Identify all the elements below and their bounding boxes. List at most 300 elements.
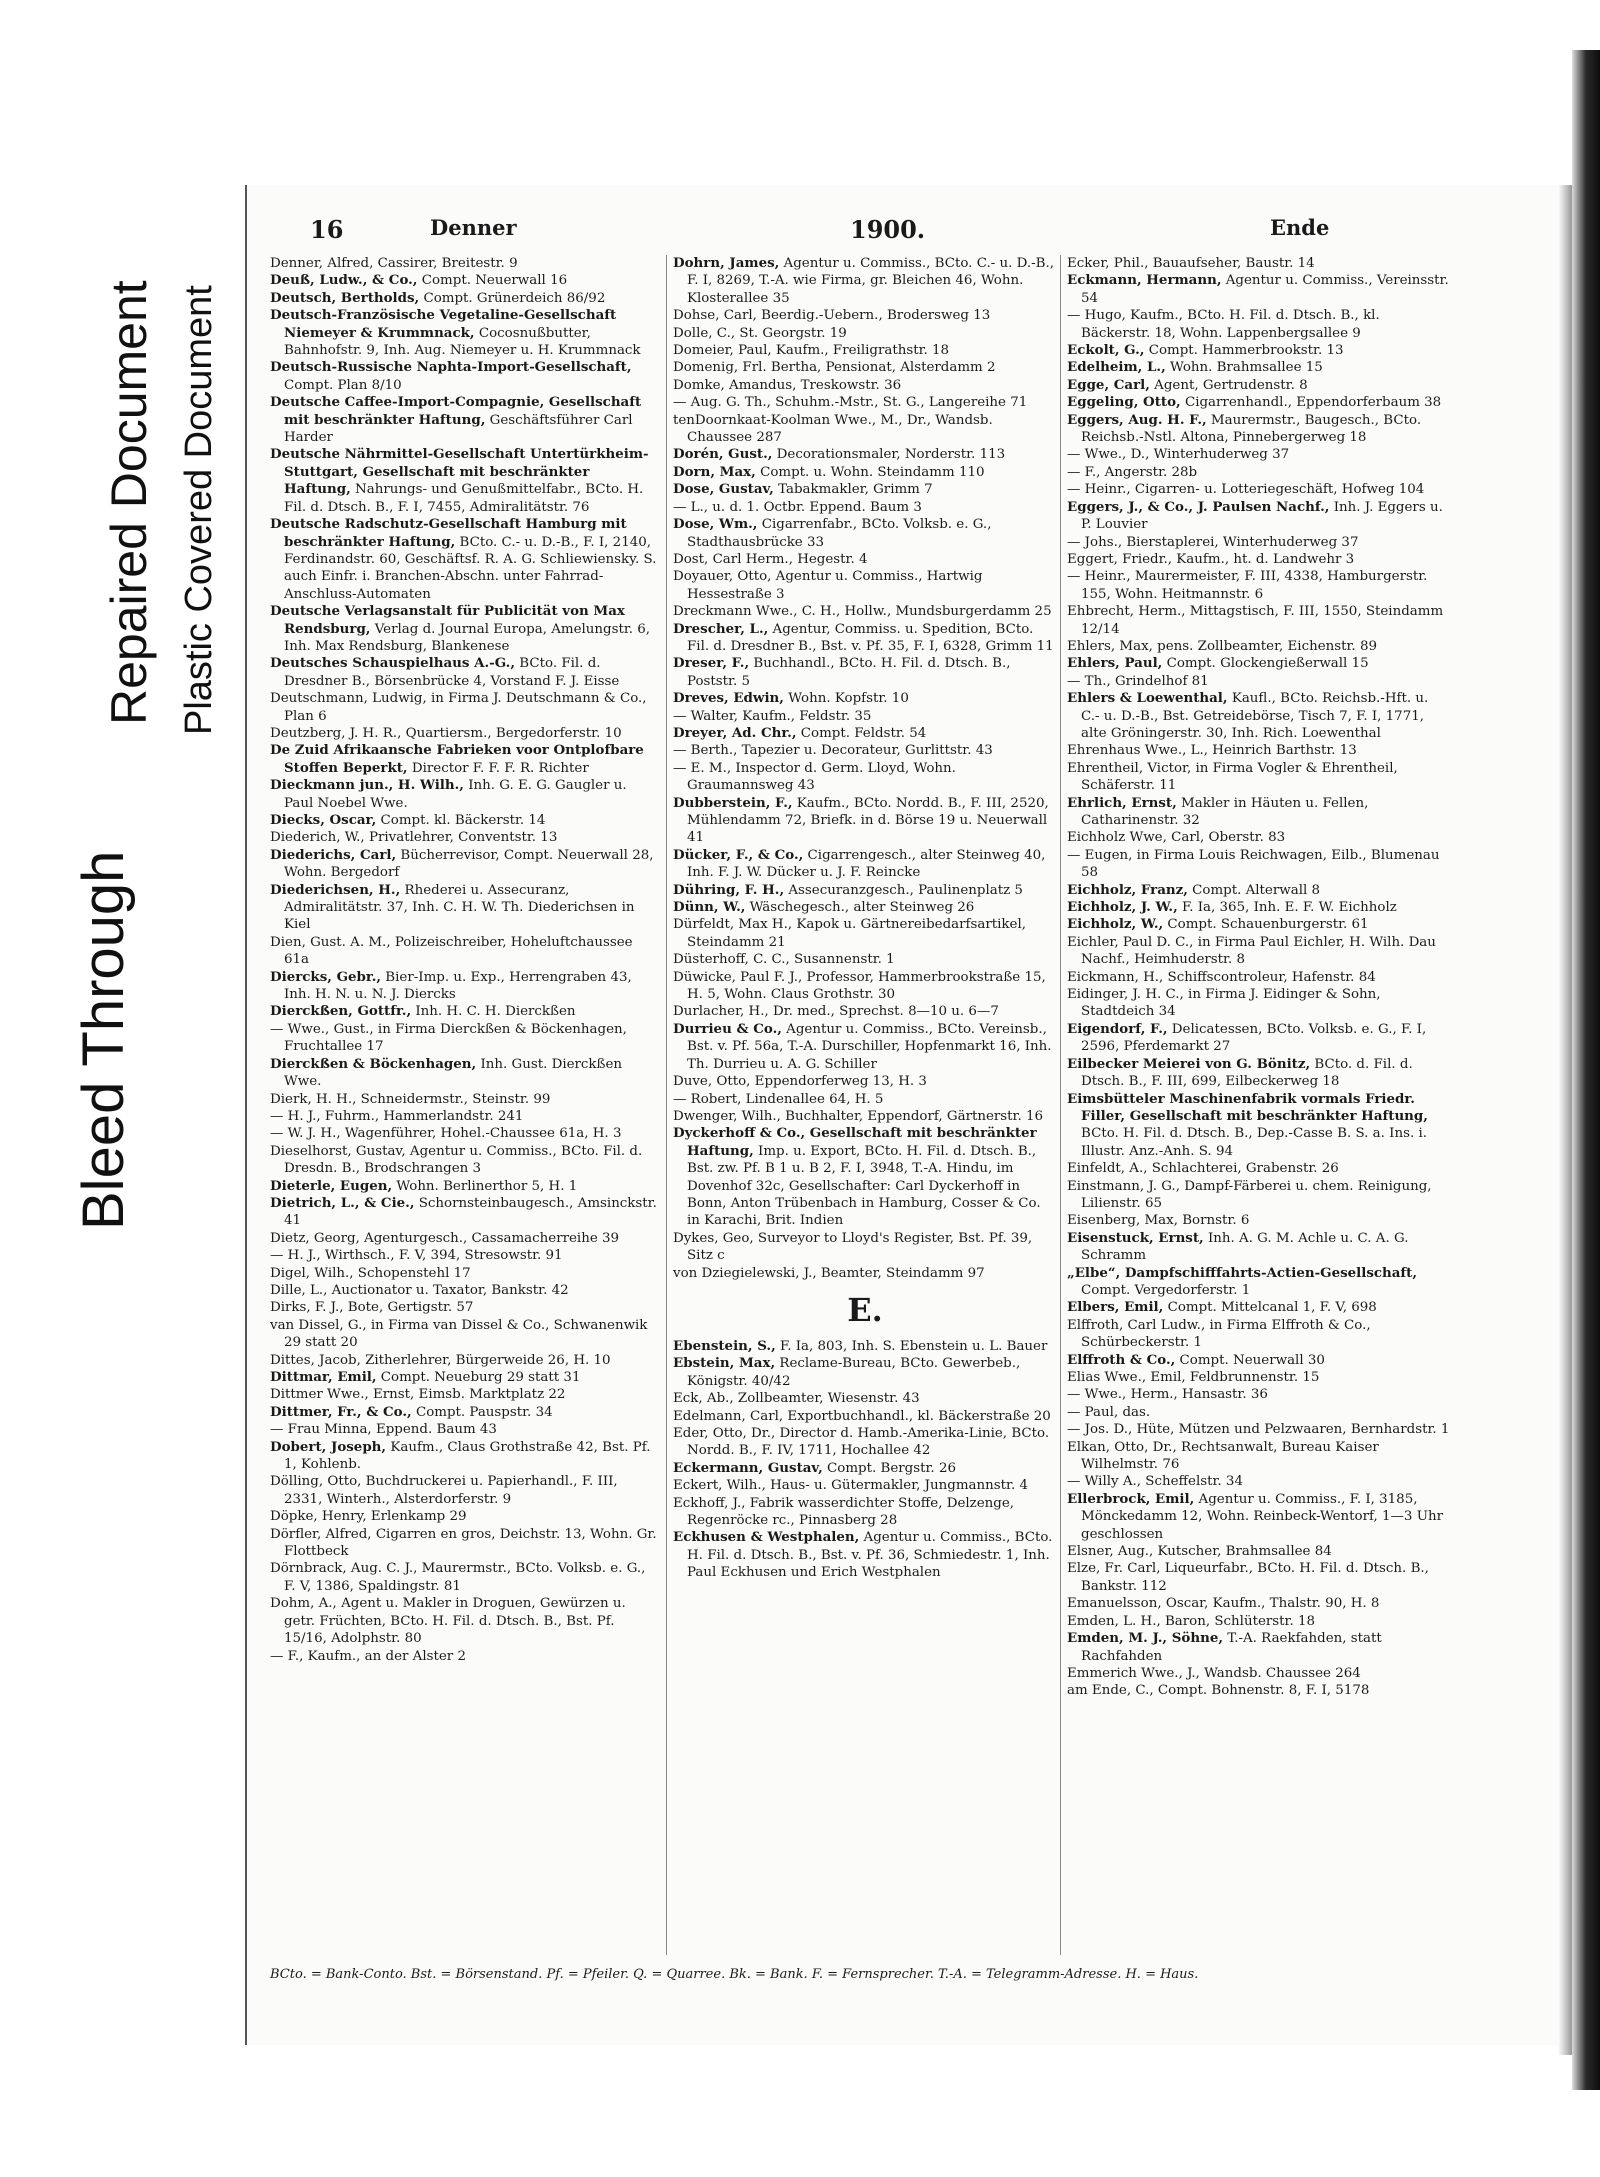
directory-entry: [270, 1560, 660, 1595]
entry-details: Emden, L. H., Baron, Schlüterstr. 18: [1067, 1613, 1316, 1629]
entry-details: Nahrungs- und Genußmittelfabr., BCto. H. Fil. d. Dtsch. B., F. I, 7455, Admiralitätstr. 76: [284, 482, 644, 515]
directory-entry: [673, 1338, 1057, 1355]
entry-name: Dyckerhoff & Co., Gesellschaft mit beschränkter Haftung,: [673, 1125, 1037, 1159]
directory-entry: [270, 1299, 660, 1316]
entry-details: Dittes, Jacob, Zitherlehrer, Bürgerweide 26, H. 10: [270, 1352, 611, 1368]
entry-details: F. Ia, 365, Inh. E. F. W. Eichholz: [1177, 900, 1397, 916]
entry-name: Eichholz, J. W.,: [1067, 899, 1178, 916]
directory-entry: [673, 1230, 1057, 1265]
directory-entry: [1067, 1665, 1451, 1682]
entry-details: — Jos. D., Hüte, Mützen und Pelzwaaren, Bernhardstr. 1: [1067, 1422, 1450, 1438]
directory-entry: [673, 551, 1057, 568]
entry-details: BCto. H. Fil. d. Dtsch. B., Dep.-Casse B. S. a. Ins. i. Illustr. Anz.-Anh. S. 94: [1081, 1126, 1427, 1159]
entry-details: Düsterhoff, C. C., Susannenstr. 1: [673, 952, 895, 968]
entry-name: Dorén, Gust.,: [673, 446, 773, 463]
entry-details: Kaufm., Claus Grothstraße 42, Bst. Pf. 1, Kohlenb.: [284, 1439, 651, 1473]
entry-details: Agentur, Commiss. u. Spedition, BCto. Fil. d. Dresdner B., Bst. v. Pf. 35, F. I, 6328, Grimm 11: [687, 621, 1054, 654]
directory-entry: [270, 1021, 660, 1056]
entry-details: Compt. Mittelcanal 1, F. V, 698: [1163, 1300, 1377, 1316]
directory-entry: [1067, 1439, 1451, 1474]
binding-shadow: [1558, 185, 1572, 2055]
directory-entry: [1067, 272, 1451, 307]
directory-entry: [673, 899, 1057, 916]
directory-entry: [1067, 307, 1451, 342]
directory-entry: [1067, 760, 1451, 795]
entry-name: Eckhusen & Westphalen,: [673, 1529, 860, 1546]
entry-name: Eggers, Aug. H. F.,: [1067, 411, 1207, 428]
directory-page: [270, 215, 1455, 1995]
entry-details: Inh. H. C. H. Dierckßen: [411, 1004, 576, 1020]
entry-details: Compt. Neuerwall 30: [1175, 1352, 1325, 1368]
entry-name: Deutsch, Bertholds,: [270, 289, 420, 306]
entry-details: — Aug. G. Th., Schuhm.-Mstr., St. G., Langereihe 71: [673, 395, 1028, 411]
directory-entry: [270, 1369, 660, 1386]
entry-name: Dühring, F. H.,: [673, 881, 785, 898]
entry-details: Dien, Gust. A. M., Polizeischreiber, Hoheluftchaussee 61a: [270, 934, 633, 968]
directory-entry: [1067, 655, 1451, 672]
entry-details: Dille, L., Auctionator u. Taxator, Bankstr. 42: [270, 1282, 569, 1298]
entry-details: tenDoornkaat-Koolman Wwe., M., Dr., Wandsb. Chaussee 287: [673, 412, 993, 446]
directory-entry: [673, 342, 1057, 359]
directory-entry: [1067, 481, 1451, 498]
directory-entry: [1067, 829, 1451, 846]
entry-name: Eigendorf, F.,: [1067, 1020, 1168, 1037]
directory-entry: [673, 951, 1057, 968]
entry-details: Dykes, Geo, Surveyor to Lloyd's Register, Bst. Pf. 39, Sitz c: [673, 1230, 1033, 1264]
entry-details: Compt. Pauspstr. 34: [411, 1404, 553, 1420]
entry-details: Dierk, H. H., Schneidermstr., Steinstr. 99: [270, 1091, 551, 1107]
directory-entry: [270, 1386, 660, 1403]
directory-entry: [1067, 446, 1451, 463]
entry-name: Dreser, F.,: [673, 655, 750, 672]
entry-details: Deutschmann, Ludwig, in Firma J. Deutschmann & Co., Plan 6: [270, 691, 647, 724]
entry-details: Wohn. Kopfstr. 10: [783, 691, 909, 707]
entry-details: Ehbrecht, Herm., Mittagstisch, F. III, 1550, Steindamm 12/14: [1067, 604, 1444, 637]
entry-details: Ehlers, Max, pens. Zollbeamter, Eichenstr. 89: [1067, 638, 1377, 654]
entry-name: Eckolt, G.,: [1067, 342, 1145, 359]
entry-name: Dreves, Edwin,: [673, 690, 784, 707]
entry-details: Dittmer Wwe., Ernst, Eimsb. Marktplatz 22: [270, 1387, 566, 1403]
entry-name: Eilbecker Meierei von G. Bönitz,: [1067, 1055, 1311, 1072]
directory-entry: [1067, 690, 1451, 742]
entry-details: Compt. Grünerdeich 86/92: [419, 290, 606, 306]
entry-details: Wohn. Brahmsallee 15: [1165, 360, 1323, 376]
entry-details: Duve, Otto, Eppendorferweg 13, H. 3: [673, 1074, 927, 1090]
directory-entry: [673, 325, 1057, 342]
repaired-document-label: Repaired Document: [101, 280, 157, 725]
entry-details: Delicatessen, BCto. Volksb. e. G., F. I, 2596, Pferdemarkt 27: [1081, 1021, 1427, 1055]
entry-name: Eckmann, Hermann,: [1067, 272, 1222, 289]
directory-entry: [270, 934, 660, 969]
entry-details: — Wwe., Gust., in Firma Dierckßen & Böckenhagen, Fruchtallee 17: [270, 1021, 627, 1055]
entry-details: Makler in Häuten u. Fellen, Catharinenstr. 32: [1081, 795, 1369, 828]
entry-name: Dohrn, James,: [673, 255, 780, 271]
entry-details: Einfeldt, A., Schlachterei, Grabenstr. 26: [1067, 1161, 1339, 1177]
directory-entry: [1067, 1317, 1451, 1352]
entry-details: Dohm, A., Agent u. Makler in Droguen, Gewürzen u. getr. Früchten, BCto. H. Fil. d. Dtsch. B., Bst. Pf. 15/16, Adolphstr. 80: [270, 1596, 626, 1647]
directory-entry: [673, 1460, 1057, 1477]
directory-entry: [270, 1178, 660, 1195]
directory-entry: [673, 464, 1057, 481]
entry-details: — Eugen, in Firma Louis Reichwagen, Eilb., Blumenau 58: [1067, 847, 1440, 881]
directory-entry: [1067, 551, 1451, 568]
entry-details: Inh. Gust. Dierckßen Wwe.: [284, 1056, 623, 1090]
directory-entry: [270, 1195, 660, 1230]
entry-details: Kaufl., BCto. Reichsb.-Hft. u. C.- u. D.-B., Bst. Getreidebörse, Tisch 7, F. I, 1771, alte Gröningerstr. 30, Inh. Rich. Loewenthal: [1081, 691, 1429, 741]
directory-entry: [270, 255, 660, 272]
directory-entry: [1067, 742, 1451, 759]
entry-details: BCto. d. Fil. d. Dtsch. B., F. III, 699, Eilbeckerweg 18: [1081, 1056, 1413, 1090]
directory-entry: [673, 377, 1057, 394]
entry-details: — Wwe., Herm., Hansastr. 36: [1067, 1387, 1268, 1403]
entry-details: Dolle, C., St. Georgstr. 19: [673, 325, 847, 341]
entry-details: Dohse, Carl, Beerdig.-Uebern., Brodersweg 13: [673, 308, 991, 324]
entry-name: Deutsche Nährmittel-Gesellschaft Untertürkheim-Stuttgart, Gesellschaft mit beschränkter Haftung,: [270, 446, 649, 498]
directory-entry: [673, 795, 1057, 847]
directory-entry: [1067, 1543, 1451, 1560]
entry-details: Dreckmann Wwe., C. H., Hollw., Mundsburgerdamm 25: [673, 604, 1052, 620]
entry-details: Kaufm., BCto. Nordd. B., F. III, 2520, Mühlendamm 72, Briefk. in d. Börse 19 u. Neuerwall 41: [687, 795, 1049, 846]
header-year: 1900.: [850, 215, 926, 244]
directory-entry: [673, 1108, 1057, 1125]
entry-details: Wohn. Berlinerthor 5, H. 1: [392, 1178, 578, 1194]
entry-name: Deuß, Ludw., & Co.,: [270, 272, 418, 289]
header-left-word: Denner: [430, 215, 517, 240]
entry-name: Dose, Wm.,: [673, 516, 758, 533]
directory-entry: [1067, 638, 1451, 655]
abbreviation-legend: BCto. = Bank-Conto. Bst. = Börsenstand. Pf. = Pfeiler. Q. = Quarree. Bk. = Bank. F. = Fernsprecher. T.-A. = Telegramm-Adresse. H. = Haus.: [270, 1967, 1199, 1982]
directory-entry: [1067, 1491, 1451, 1543]
directory-entry: [270, 847, 660, 882]
entry-details: — H. J., Wirthsch., F. V, 394, Stresowstr. 91: [270, 1248, 563, 1264]
entry-details: Digel, Wilh., Schopenstehl 17: [270, 1265, 471, 1281]
entry-details: Doyauer, Otto, Agentur u. Commiss., Hartwig Hessestraße 3: [673, 569, 983, 602]
entry-name: Ehlers & Loewenthal,: [1067, 690, 1228, 707]
directory-entry: [1067, 1160, 1451, 1177]
entry-name: Deutsch-Russische Naphta-Import-Gesellschaft,: [270, 359, 632, 376]
entry-details: — Walter, Kaufm., Feldstr. 35: [673, 708, 872, 724]
entry-details: Maurermstr., Baugesch., BCto. Reichsb.-Nstl. Altona, Pinnebergerweg 18: [1081, 412, 1422, 446]
entry-name: Eggeling, Otto,: [1067, 394, 1181, 411]
entry-details: Düwicke, Paul F. J., Professor, Hammerbrookstraße 15, H. 5, Wohn. Claus Grothstr. 30: [673, 969, 1046, 1003]
entry-details: Eichholz Wwe, Carl, Oberstr. 83: [1067, 830, 1286, 846]
directory-entry: [1067, 673, 1451, 690]
directory-entry: [1067, 412, 1451, 447]
directory-entry: [1067, 1560, 1451, 1595]
entry-details: Denner, Alfred, Cassirer, Breitestr. 9: [270, 256, 518, 271]
entry-name: Diercks, Gebr.,: [270, 968, 382, 985]
entry-name: Dierckßen, Gottfr.,: [270, 1003, 412, 1020]
entry-details: Domeier, Paul, Kaufm., Freiligrathstr. 18: [673, 343, 950, 359]
directory-entry: [270, 1282, 660, 1299]
directory-entry: [673, 760, 1057, 795]
directory-entry: [1067, 969, 1451, 986]
entry-details: — Berth., Tapezier u. Decorateur, Gurlittstr. 43: [673, 743, 993, 759]
directory-entry: [1067, 1091, 1451, 1161]
entry-details: Ecker, Phil., Bauaufseher, Baustr. 14: [1067, 256, 1315, 271]
entry-details: Agentur u. Commiss., BCto. Vereinsb., Bst. v. Pf. 56a, T.-A. Durschiller, Hopfenmarkt 16, Inh. Th. Durrieu u. A. G. Schiller: [687, 1021, 1052, 1072]
directory-entry: [1067, 534, 1451, 551]
entry-name: Dücker, F., & Co.,: [673, 846, 804, 863]
entry-details: Diederich, W., Privatlehrer, Conventstr. 13: [270, 830, 558, 846]
directory-entry: [270, 359, 660, 394]
entry-details: — Th., Grindelhof 81: [1067, 673, 1209, 689]
directory-entry: [673, 742, 1057, 759]
entry-details: van Dissel, G., in Firma van Dissel & Co., Schwanenwik 29 statt 20: [270, 1317, 648, 1351]
entry-name: Elffroth & Co.,: [1067, 1351, 1176, 1368]
entry-details: Agentur u. Commiss., F. I, 3185, Mönckedamm 12, Wohn. Reinbeck-Wentorf, 1—3 Uhr geschlossen: [1081, 1491, 1444, 1542]
directory-entry: [673, 481, 1057, 498]
entry-details: F. Ia, 803, Inh. S. Ebenstein u. L. Bauer: [775, 1338, 1048, 1354]
directory-entry: [1067, 377, 1451, 394]
directory-entry: [673, 1529, 1057, 1581]
entry-details: Domke, Amandus, Treskowstr. 36: [673, 377, 902, 393]
section-letter-heading: E.: [847, 1290, 883, 1329]
entry-details: Eckert, Wilh., Haus- u. Gütermakler, Jungmannstr. 4: [673, 1478, 1028, 1494]
directory-entry: [270, 394, 660, 446]
directory-entry: [270, 1317, 660, 1352]
directory-columns: [270, 255, 1455, 1955]
entry-name: Deutsches Schauspielhaus A.-G.,: [270, 655, 516, 672]
entry-name: Eggers, J., & Co., J. Paulsen Nachf.,: [1067, 498, 1330, 515]
directory-entry: [1067, 359, 1451, 376]
directory-entry: [270, 1508, 660, 1525]
directory-entry: [270, 742, 660, 777]
entry-details: Eichler, Paul D. C., in Firma Paul Eichler, H. Wilh. Dau Nachf., Heimhuderstr. 8: [1067, 934, 1436, 968]
entry-details: Buchhandl., BCto. H. Fil. d. Dtsch. B., Poststr. 5: [687, 656, 1011, 689]
directory-entry: [270, 1265, 660, 1282]
directory-entry: [270, 725, 660, 742]
directory-entry: [270, 1056, 660, 1091]
directory-entry: [1067, 1178, 1451, 1213]
entry-name: Eimsbütteler Maschinenfabrik vormals Friedr. Filler, Gesellschaft mit beschränkter Haftung,: [1067, 1090, 1428, 1124]
directory-entry: [1067, 899, 1451, 916]
entry-details: Cigarrenfabr., BCto. Volksb. e. G., Stadthausbrücke 33: [687, 517, 992, 550]
plastic-covered-label: Plastic Covered Document: [178, 285, 220, 735]
directory-entry: [673, 1073, 1057, 1090]
entry-name: Dieterle, Eugen,: [270, 1177, 393, 1194]
directory-entry: [270, 1595, 660, 1647]
entry-name: Emden, M. J., Söhne,: [1067, 1630, 1223, 1647]
entry-details: Agent, Gertrudenstr. 8: [1149, 377, 1308, 393]
entry-details: Decorationsmaler, Norderstr. 113: [772, 447, 1006, 463]
entry-name: Dietrich, L., & Cie.,: [270, 1194, 415, 1211]
entry-details: — Paul, das.: [1067, 1404, 1151, 1420]
directory-entry: [1067, 255, 1451, 272]
header-right-word: Ende: [1270, 215, 1330, 240]
entry-details: Einstmann, J. G., Dampf-Färberei u. chem. Reinigung, Lilienstr. 65: [1067, 1178, 1432, 1211]
directory-entry: [1067, 342, 1451, 359]
directory-entry: [673, 516, 1057, 551]
directory-entry: [673, 446, 1057, 463]
entry-name: Dose, Gustav,: [673, 481, 774, 498]
entry-details: Schornsteinbaugesch., Amsinckstr. 41: [284, 1195, 657, 1229]
entry-details: Elkan, Otto, Dr., Rechtsanwalt, Bureau Kaiser Wilhelmstr. 76: [1067, 1439, 1379, 1473]
directory-entry: [270, 446, 660, 516]
directory-entry: [673, 394, 1057, 411]
entry-name: Deutsche Caffee-Import-Compagnie, Gesellschaft mit beschränkter Haftung,: [270, 394, 642, 428]
entry-details: Compt. Bergstr. 26: [822, 1460, 956, 1476]
directory-entry: [673, 1477, 1057, 1494]
directory-entry: [270, 1439, 660, 1474]
directory-entry: [1067, 1473, 1451, 1490]
directory-entry: [673, 1408, 1057, 1425]
entry-details: — Willy A., Scheffelstr. 34: [1067, 1474, 1243, 1490]
directory-entry: [1067, 1056, 1451, 1091]
entry-name: Eichholz, W.,: [1067, 916, 1164, 933]
entry-details: Verlag d. Journal Europa, Amelungstr. 6, Inh. Max Rendsburg, Blankenese: [284, 621, 651, 654]
entry-details: Eckhoff, J., Fabrik wasserdichter Stoffe, Delzenge, Regenröcke rc., Pinnasberg 28: [673, 1495, 1015, 1529]
entry-name: Dierckßen & Böckenhagen,: [270, 1055, 477, 1072]
directory-entry: [673, 655, 1057, 690]
directory-entry: [1067, 1352, 1451, 1369]
directory-entry: [1067, 847, 1451, 882]
entry-details: Edelmann, Carl, Exportbuchhandl., kl. Bäckerstraße 20: [673, 1408, 1051, 1424]
directory-entry: [270, 1003, 660, 1020]
directory-entry: [1067, 499, 1451, 534]
entry-details: Elias Wwe., Emil, Feldbrunnenstr. 15: [1067, 1370, 1320, 1385]
entry-details: Compt. Schauenburgerstr. 61: [1163, 917, 1369, 933]
entry-details: — Hugo, Kaufm., BCto. H. Fil. d. Dtsch. B., kl. Bäckerstr. 18, Wohn. Lappenbergsallee 9: [1067, 308, 1380, 341]
entry-details: Tabakmakler, Grimm 7: [773, 482, 933, 498]
directory-entry: [270, 882, 660, 934]
entry-details: Emmerich Wwe., J., Wandsb. Chaussee 264: [1067, 1665, 1361, 1681]
directory-entry: [1067, 603, 1451, 638]
directory-entry: [673, 1495, 1057, 1530]
directory-entry: [673, 916, 1057, 951]
column-1: [270, 255, 660, 1955]
directory-entry: [1067, 1021, 1451, 1056]
entry-name: Dittmar, Emil,: [270, 1369, 377, 1385]
directory-entry: [270, 1404, 660, 1421]
directory-entry: [270, 829, 660, 846]
entry-details: Cigarrenhandl., Eppendorferbaum 38: [1180, 395, 1442, 411]
directory-entry: [673, 1355, 1057, 1390]
entry-details: — H. J., Fuhrm., Hammerlandstr. 241: [270, 1108, 524, 1124]
directory-entry: [673, 255, 1057, 307]
directory-entry: [673, 412, 1057, 447]
entry-name: Dobert, Joseph,: [270, 1438, 387, 1455]
entry-details: Compt. u. Wohn. Steindamm 110: [755, 464, 985, 480]
entry-details: Compt. Neuerwall 16: [417, 273, 568, 289]
entry-details: Elsner, Aug., Kutscher, Brahmsallee 84: [1067, 1544, 1332, 1560]
directory-entry: [270, 290, 660, 307]
directory-entry: [270, 516, 660, 603]
entry-details: Imp. u. Export, BCto. H. Fil. d. Dtsch. B., Bst. zw. Pf. B 1 u. B 2, F. I, 3948, T.-A. Hindu, im Dovenhof 32c, Gesellschafter: Carl Dyckerhoff in Bonn, Anton Trübenbach in Hamburg, Cosser & Co. in Karachi, Brit. Indien: [687, 1143, 1041, 1229]
directory-entry: [270, 1648, 660, 1665]
directory-entry: [1067, 1404, 1451, 1421]
entry-name: Dreyer, Ad. Chr.,: [673, 724, 797, 741]
entry-details: Eck, Ab., Zollbeamter, Wiesenstr. 43: [673, 1391, 920, 1407]
entry-details: Dörnbrack, Aug. C. J., Maurermstr., BCto. Volksb. e. G., F. V, 1386, Spaldingstr. 81: [270, 1561, 646, 1594]
entry-name: Deutsch-Französische Vegetaline-Gesellschaft Niemeyer & Krummnack,: [270, 307, 617, 341]
directory-entry: [673, 1390, 1057, 1407]
entry-details: — Wwe., D., Winterhuderweg 37: [1067, 447, 1290, 463]
entry-details: Compt. Neueburg 29 statt 31: [376, 1370, 581, 1385]
directory-entry: [270, 1526, 660, 1561]
column-2: [666, 255, 1057, 1955]
directory-entry: [673, 359, 1057, 376]
entry-name: De Zuid Afrikaansche Fabrieken voor Ontplofbare Stoffen Beperkt,: [270, 742, 644, 776]
directory-entry: [673, 969, 1057, 1004]
directory-entry: [673, 725, 1057, 742]
entry-details: BCto. C.- u. D.-B., F. I, 2140, Ferdinandstr. 60, Geschäftsf. R. A. G. Schliewiensky. S. auch Einfr. i. Branchen-Abschn. unter Fahrrad-Anschluss-Automaten: [284, 534, 657, 602]
directory-entry: [1067, 986, 1451, 1021]
directory-entry: [673, 621, 1057, 656]
directory-entry: [1067, 916, 1451, 933]
entry-details: Elffroth, Carl Ludw., in Firma Elffroth & Co., Schürbeckerstr. 1: [1067, 1317, 1371, 1351]
entry-name: Dünn, W.,: [673, 899, 746, 916]
directory-entry: [270, 1143, 660, 1178]
directory-entry: [270, 690, 660, 725]
entry-details: Compt. Plan 8/10: [284, 377, 402, 393]
entry-details: Elze, Fr. Carl, Liqueurfabr., BCto. H. Fil. d. Dtsch. B., Bankstr. 112: [1067, 1561, 1429, 1594]
entry-details: am Ende, C., Compt. Bohnenstr. 8, F. I, 5178: [1067, 1683, 1370, 1699]
entry-name: Durrieu & Co.,: [673, 1020, 782, 1037]
directory-entry: [270, 655, 660, 690]
entry-details: von Dziegielewski, J., Beamter, Steindamm 97: [673, 1265, 985, 1281]
directory-entry: [1067, 568, 1451, 603]
entry-details: — Heinr., Maurermeister, F. III, 4338, Hamburgerstr. 155, Wohn. Heitmannstr. 6: [1067, 569, 1428, 602]
directory-entry: [270, 969, 660, 1004]
entry-name: Ehlers, Paul,: [1067, 655, 1163, 672]
entry-details: Bier-Imp. u. Exp., Herrengraben 43, Inh. H. N. u. N. J. Diercks: [284, 969, 632, 1003]
entry-name: Dorn, Max,: [673, 463, 756, 480]
entry-details: Bücherrevisor, Compt. Neuerwall 28, Wohn. Bergedorf: [284, 847, 654, 881]
directory-entry: [673, 1091, 1057, 1108]
entry-details: Emanuelsson, Oscar, Kaufm., Thalstr. 90, H. 8: [1067, 1596, 1380, 1612]
entry-details: Eisenberg, Max, Bornstr. 6: [1067, 1213, 1250, 1229]
directory-entry: [270, 307, 660, 359]
directory-entry: [270, 1421, 660, 1438]
entry-details: Compt. Feldstr. 54: [796, 725, 927, 741]
directory-entry: [1067, 1386, 1451, 1403]
directory-entry: [270, 1230, 660, 1247]
entry-details: — F., Kaufm., an der Alster 2: [270, 1648, 466, 1664]
directory-entry: [270, 1125, 660, 1142]
entry-details: Inh. A. G. M. Achle u. C. A. G. Schramm: [1081, 1230, 1409, 1264]
entry-details: Inh. G. E. G. Gaugler u. Paul Noebel Wwe.: [284, 778, 627, 811]
entry-details: Rhederei u. Assecuranz, Admiralitätstr. 37, Inh. C. H. W. Th. Diederichsen in Kiel: [284, 882, 635, 933]
entry-details: Eidinger, J. H. C., in Firma J. Eidinger & Sohn, Stadtdeich 34: [1067, 987, 1381, 1020]
directory-entry: [270, 1108, 660, 1125]
directory-entry: [1067, 1299, 1451, 1316]
directory-entry: [673, 568, 1057, 603]
entry-details: Deutzberg, J. H. R., Quartiersm., Bergedorferstr. 10: [270, 725, 622, 741]
page-number: 16: [310, 215, 344, 244]
entry-details: Dirks, F. J., Bote, Gertigstr. 57: [270, 1300, 474, 1316]
entry-details: Assecuranzgesch., Paulinenplatz 5: [784, 882, 1023, 898]
entry-name: Ebstein, Max,: [673, 1355, 776, 1372]
directory-entry: [270, 777, 660, 812]
entry-details: Eickmann, H., Schiffscontroleur, Hafenstr. 84: [1067, 969, 1376, 985]
directory-entry: [270, 603, 660, 655]
directory-entry: [673, 307, 1057, 324]
entry-details: Dwenger, Wilh., Buchhalter, Eppendorf, Gärtnerstr. 16: [673, 1108, 1044, 1124]
directory-entry: [270, 812, 660, 829]
entry-details: BCto. Fil. d. Dresdner B., Börsenbrücke 4, Vorstand F. J. Eisse: [284, 656, 620, 689]
entry-details: Eder, Otto, Dr., Director d. Hamb.-Amerika-Linie, BCto. Nordd. B., F. IV, 1711, Hochallee 42: [673, 1426, 1050, 1459]
entry-details: Reclame-Bureau, BCto. Gewerbeb., Königstr. 40/42: [687, 1356, 1021, 1389]
entry-details: Cigarrengesch., alter Steinweg 40, Inh. F. J. W. Dücker u. J. F. Reincke: [687, 847, 1046, 881]
directory-entry: [1067, 1230, 1451, 1265]
entry-details: Compt. Hammerbrookstr. 13: [1144, 343, 1344, 359]
page-header: [270, 215, 1455, 255]
entry-name: Eisenstuck, Ernst,: [1067, 1229, 1204, 1246]
directory-entry: [1067, 795, 1451, 830]
entry-details: — W. J. H., Wagenführer, Hohel.-Chaussee 61a, H. 3: [270, 1126, 622, 1142]
directory-entry: [270, 1247, 660, 1264]
